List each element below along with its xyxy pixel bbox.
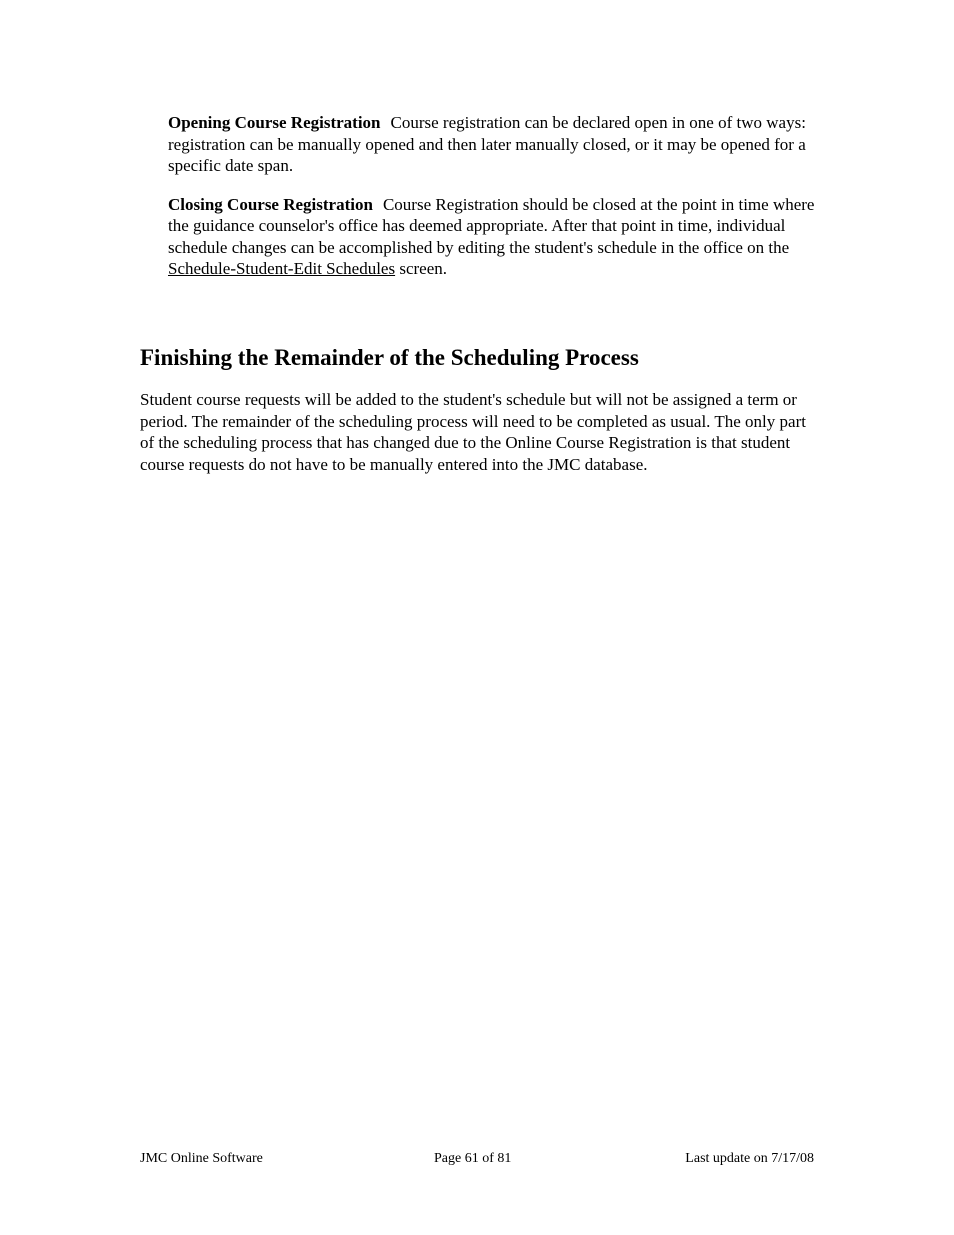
edit-schedules-screen-reference: Schedule-Student-Edit Schedules: [168, 259, 396, 278]
closing-registration-title: Closing Course Registration: [168, 194, 373, 214]
section-heading: Finishing the Remainder of the Scheduling Process: [140, 345, 639, 370]
closing-registration-text: Course Registration should be closed at the point in time where the guidance counselor's office has deemed appropriate. After that point in time, individual schedule changes can be accomplished by editing the student's schedule in the office on the: [168, 194, 815, 257]
footer-software-name: JMC Online Software: [140, 1151, 263, 1166]
closing-registration-text-end: screen.: [395, 259, 448, 278]
opening-registration-paragraph: [168, 112, 818, 177]
opening-registration-text: Course registration can be declared open in one of two ways: registration can be manually opened and then later manually closed, or it may be opened for a specific date span.: [168, 113, 806, 175]
opening-registration-title: Opening Course Registration: [168, 113, 381, 132]
registration-notes: [168, 112, 818, 297]
section-body: Student course requests will be added to the student's schedule but will not be assigned a term or period. The remainder of the scheduling process will need to be completed as usual. The only part of the scheduling process that has changed due to the Online Course Registration is that student course requests do not have to be manually entered into the JMC database.: [140, 390, 806, 474]
finishing-scheduling-section: [140, 343, 818, 475]
closing-registration-paragraph: [168, 194, 818, 280]
footer-last-update: Last update on 7/17/08: [685, 1151, 814, 1166]
footer-page-number: Page 61 of 81: [434, 1151, 512, 1166]
page-footer: [140, 1150, 814, 1170]
